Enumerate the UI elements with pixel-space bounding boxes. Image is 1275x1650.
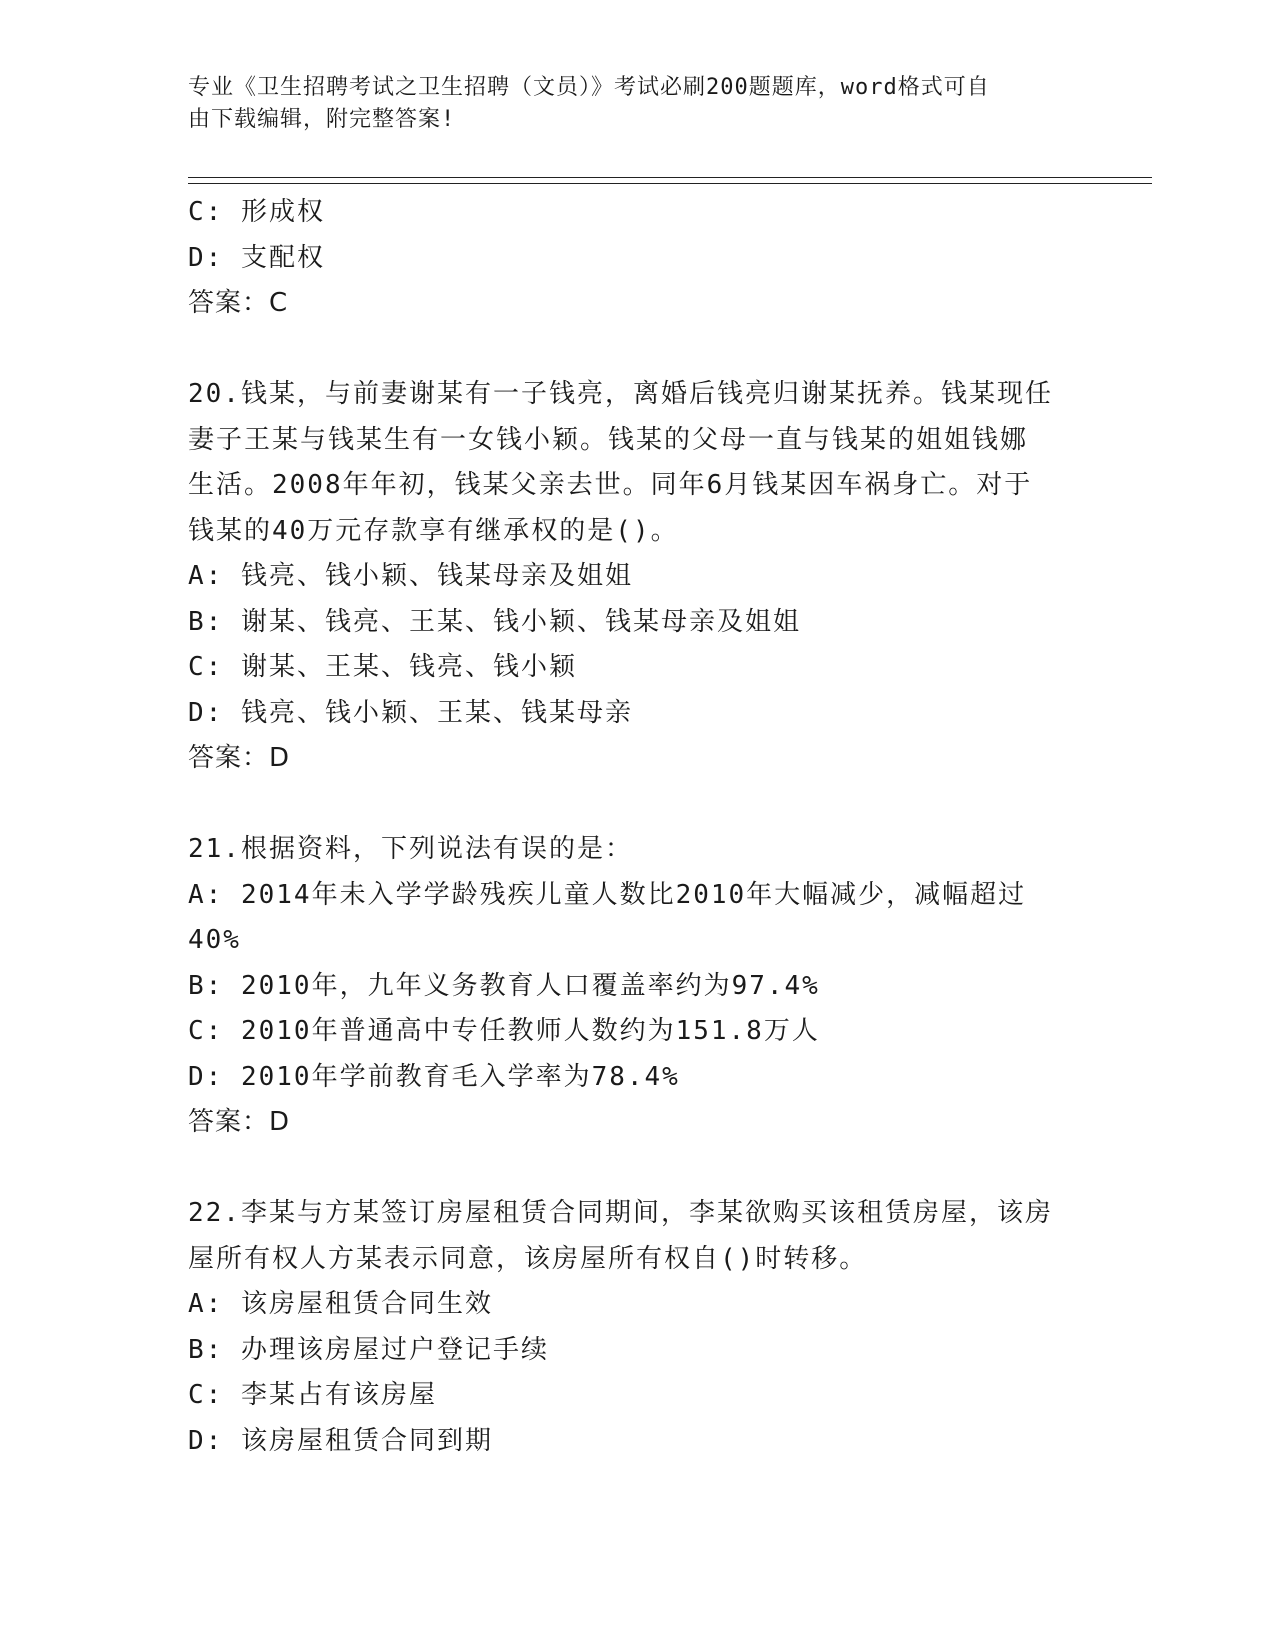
option-a: A: 该房屋租赁合同生效 xyxy=(188,1289,493,1319)
question-stem-line: 20.钱某，与前妻谢某有一子钱亮，离婚后钱亮归谢某抚养。钱某现任 xyxy=(188,379,1053,409)
question-list xyxy=(188,190,1088,1464)
option-d: D: 2010年学前教育毛入学率为78.4% xyxy=(188,1061,680,1092)
option-c: C: 2010年普通高中专任教师人数约为151.8万人 xyxy=(188,1016,820,1046)
option-c: C: 李某占有该房屋 xyxy=(188,1380,437,1410)
spacer xyxy=(188,327,1088,373)
option-a-continued: 40% xyxy=(188,925,241,955)
spacer xyxy=(188,782,1088,828)
question-stem-line: 21.根据资料，下列说法有误的是： xyxy=(188,834,633,864)
question-stem-line: 屋所有权人方某表示同意，该房屋所有权自()时转移。 xyxy=(188,1243,868,1274)
question-20 xyxy=(188,372,1088,782)
option-a: A: 钱亮、钱小颖、钱某母亲及姐姐 xyxy=(188,561,633,591)
option-d: D: 钱亮、钱小颖、王某、钱某母亲 xyxy=(188,697,633,728)
spacer xyxy=(188,1146,1088,1192)
answer-line: 答案：D xyxy=(188,743,291,773)
answer-line: 答案：D xyxy=(188,1107,291,1137)
header-title-line-1: 专业《卫生招聘考试之卫生招聘（文员）》考试必刷200题题库，word格式可自 xyxy=(188,75,990,100)
question-21 xyxy=(188,827,1088,1146)
header-divider xyxy=(188,177,1152,184)
option-c: C: 谢某、王某、钱亮、钱小颖 xyxy=(188,652,577,682)
option-b: B: 谢某、钱亮、王某、钱小颖、钱某母亲及姐姐 xyxy=(188,606,801,637)
option-c: C: 形成权 xyxy=(188,197,325,227)
page-header xyxy=(188,72,1088,136)
question-stem-line: 妻子王某与钱某生有一女钱小颖。钱某的父母一直与钱某的姐姐钱娜 xyxy=(188,424,1029,455)
question-stem-line: 22.李某与方某签订房屋租赁合同期间，李某欲购买该租赁房屋，该房 xyxy=(188,1198,1053,1228)
option-b: B: 2010年，九年义务教育人口覆盖率约为97.4% xyxy=(188,970,820,1001)
question-19-tail xyxy=(188,190,1088,327)
option-d: D: 该房屋租赁合同到期 xyxy=(188,1425,493,1456)
option-d: D: 支配权 xyxy=(188,242,325,273)
option-b: B: 办理该房屋过户登记手续 xyxy=(188,1334,549,1365)
answer-line: 答案：C xyxy=(188,288,289,318)
option-a: A: 2014年未入学学龄残疾儿童人数比2010年大幅减少，减幅超过 xyxy=(188,879,1027,910)
question-22 xyxy=(188,1191,1088,1464)
header-title-line-2: 由下载编辑，附完整答案! xyxy=(188,107,456,132)
question-stem-line: 生活。2008年年初，钱某父亲去世。同年6月钱某因车祸身亡。对于 xyxy=(188,470,1033,500)
question-stem-line: 钱某的40万元存款享有继承权的是()。 xyxy=(188,515,679,546)
